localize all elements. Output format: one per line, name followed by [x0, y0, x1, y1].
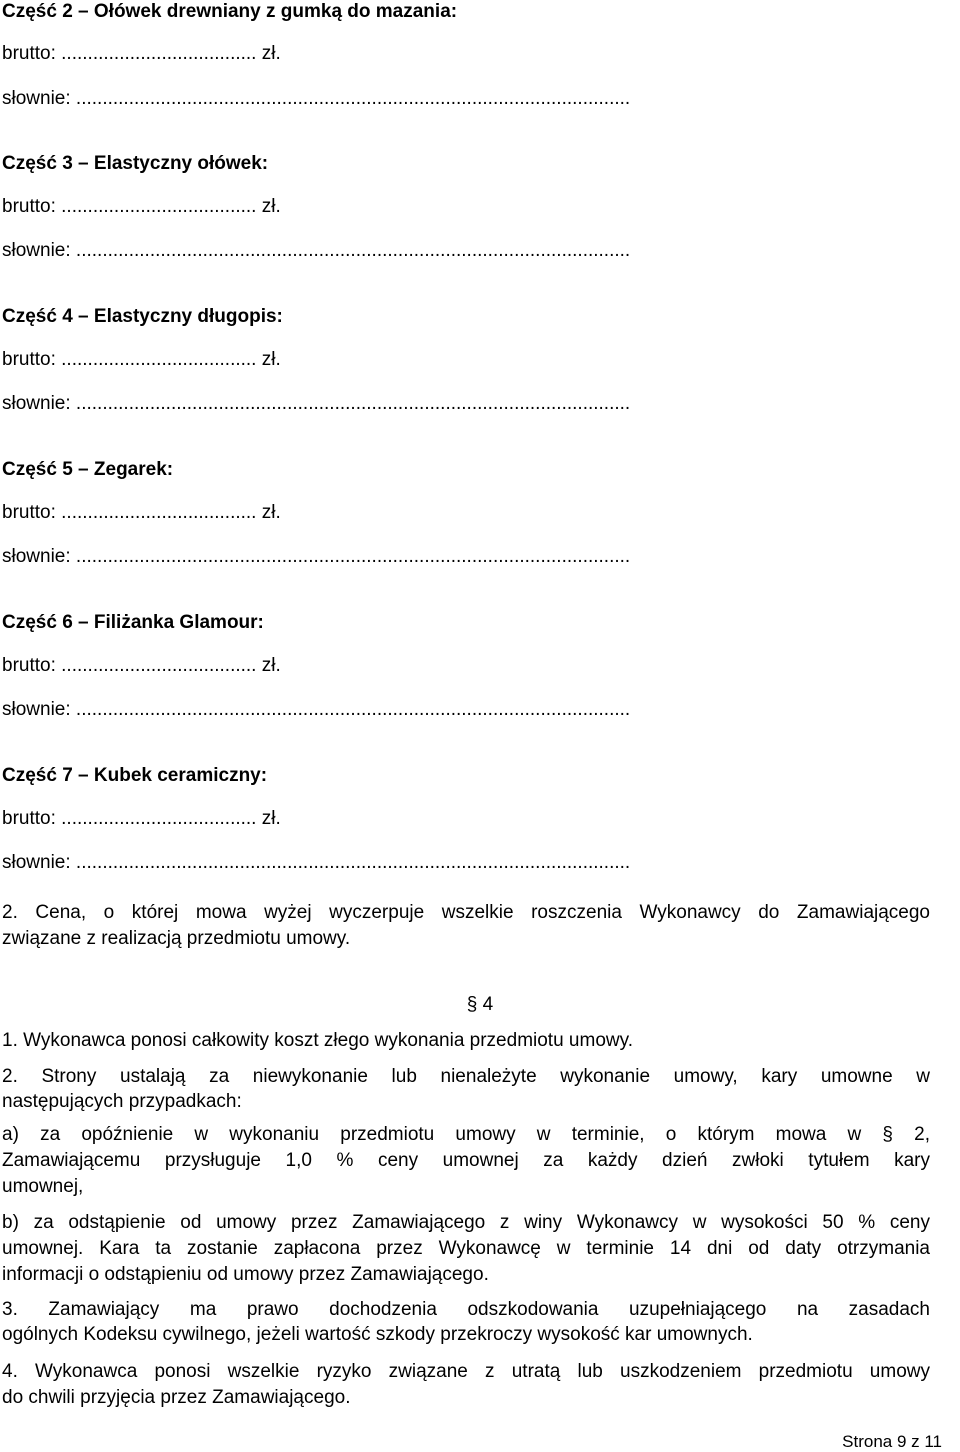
- paragraph-line: związane z realizacją przedmiotu umowy.: [2, 928, 351, 949]
- paragraph-line: Zamawiającemu przysługuje 1,0 % ceny umownej za każdy dzień zwłoki tytułem kary: [2, 1150, 930, 1171]
- part-title: Część 7 – Kubek ceramiczny:: [2, 765, 268, 786]
- paragraph-line: b) za odstąpienie od umowy przez Zamawiającego z winy Wykonawcy w wysokości 50 % ceny: [2, 1212, 930, 1233]
- slownie-field: słownie: .........................................................................................................: [2, 240, 631, 261]
- section-heading: § 4: [466, 994, 494, 1015]
- part-title: Część 6 – Filiżanka Glamour:: [2, 612, 264, 633]
- brutto-field: brutto: ..................................... zł.: [2, 196, 281, 217]
- brutto-field: brutto: ..................................... zł.: [2, 655, 281, 676]
- paragraph-line: a) za opóźnienie w wykonaniu przedmiotu umowy w terminie, o którym mowa w § 2,: [2, 1124, 930, 1145]
- paragraph-line: do chwili przyjęcia przez Zamawiającego.: [2, 1387, 351, 1408]
- part-title: Część 4 – Elastyczny długopis:: [2, 306, 283, 327]
- slownie-field: słownie: .........................................................................................................: [2, 699, 631, 720]
- paragraph-line: ogólnych Kodeksu cywilnego, jeżeli wartość szkody przekroczy wysokość kar umownych.: [2, 1324, 753, 1345]
- page-number: Strona 9 z 11: [842, 1432, 942, 1451]
- brutto-field: brutto: ..................................... zł.: [2, 349, 281, 370]
- paragraph-line: 3. Zamawiający ma prawo dochodzenia odszkodowania uzupełniającego na zasadach: [2, 1299, 930, 1320]
- slownie-field: słownie: .........................................................................................................: [2, 88, 631, 109]
- paragraph-line: następujących przypadkach:: [2, 1091, 242, 1112]
- part-title: Część 5 – Zegarek:: [2, 459, 174, 480]
- paragraph-line: 1. Wykonawca ponosi całkowity koszt złego wykonania przedmiotu umowy.: [2, 1030, 633, 1051]
- slownie-field: słownie: .........................................................................................................: [2, 546, 631, 567]
- part-title: Część 3 – Elastyczny ołówek:: [2, 153, 269, 174]
- paragraph-line: umownej,: [2, 1176, 84, 1197]
- part-title: Część 2 – Ołówek drewniany z gumką do mazania:: [2, 1, 458, 22]
- paragraph-line: 2. Cena, o której mowa wyżej wyczerpuje wszelkie roszczenia Wykonawcy do Zamawiającego: [2, 902, 930, 923]
- paragraph-line: 4. Wykonawca ponosi wszelkie ryzyko związane z utratą lub uszkodzeniem przedmiotu umowy: [2, 1361, 930, 1382]
- slownie-field: słownie: .........................................................................................................: [2, 393, 631, 414]
- brutto-field: brutto: ..................................... zł.: [2, 43, 281, 64]
- paragraph-line: 2. Strony ustalają za niewykonanie lub nienależyte wykonanie umowy, kary umowne w: [2, 1066, 930, 1087]
- paragraph-line: umownej. Kara ta zostanie zapłacona przez Wykonawcę w terminie 14 dni od daty otrzymania: [2, 1238, 930, 1259]
- slownie-field: słownie: .........................................................................................................: [2, 852, 631, 873]
- brutto-field: brutto: ..................................... zł.: [2, 502, 281, 523]
- paragraph-line: informacji o odstąpieniu od umowy przez Zamawiającego.: [2, 1264, 489, 1285]
- brutto-field: brutto: ..................................... zł.: [2, 808, 281, 829]
